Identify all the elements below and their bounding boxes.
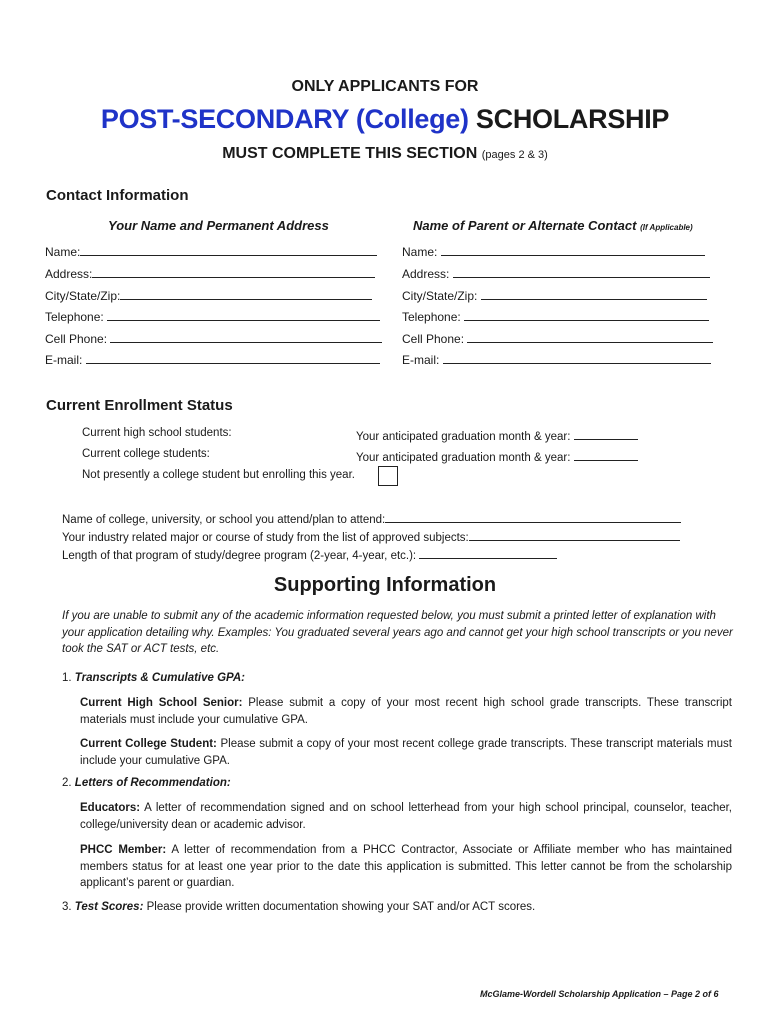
test-scores-text: Please provide written documentation showing your SAT and/or ACT scores. xyxy=(146,901,536,913)
cell-line[interactable] xyxy=(467,330,713,343)
grad-line[interactable] xyxy=(574,448,638,461)
item-transcripts xyxy=(62,672,245,684)
phcc-paragraph xyxy=(80,842,732,892)
educators-text: A letter of recommendation signed and on school letterhead from your high school principal, counselor, teacher, college/university dean or academic advisor. xyxy=(80,802,732,831)
if-applicable-note: (If Applicable) xyxy=(640,223,693,232)
school-field[interactable] xyxy=(62,510,681,526)
city-line[interactable] xyxy=(481,287,707,300)
field-label: E-mail: xyxy=(402,353,440,367)
item-number: 1. xyxy=(62,672,72,684)
field-label: Address: xyxy=(402,267,450,281)
applicant-cell-field[interactable] xyxy=(45,330,382,346)
college-student-text: Please submit a copy of your most recent college grade transcripts. These transcript materials must include your cumulative GPA. xyxy=(80,738,732,767)
hs-senior-text: Please submit a copy of your most recent high school grade transcripts. These transcript materials must include your cumulative GPA. xyxy=(80,697,732,726)
parent-city-field[interactable] xyxy=(402,287,707,303)
applicant-email-field[interactable] xyxy=(45,351,380,367)
applicant-city-field[interactable] xyxy=(45,287,372,303)
pages-note: (pages 2 & 3) xyxy=(481,149,548,161)
educators-label: Educators: xyxy=(80,802,141,814)
length-line[interactable] xyxy=(419,546,557,559)
parent-email-field[interactable] xyxy=(402,351,711,367)
school-line[interactable] xyxy=(385,510,681,523)
page-title xyxy=(0,104,770,135)
field-label: E-mail: xyxy=(45,353,83,367)
parent-contact-heading xyxy=(413,218,693,233)
item-title: Transcripts & Cumulative GPA: xyxy=(74,672,245,684)
city-line[interactable] xyxy=(120,287,372,300)
header-only-applicants: ONLY APPLICANTS FOR xyxy=(291,78,479,95)
title-scholarship: SCHOLARSHIP xyxy=(475,104,670,134)
applicant-telephone-field[interactable] xyxy=(45,308,380,324)
phcc-label: PHCC Member: xyxy=(80,844,167,856)
college-grad-field[interactable] xyxy=(356,448,638,464)
name-line[interactable] xyxy=(80,243,377,256)
your-name-heading: Your Name and Permanent Address xyxy=(108,218,329,233)
grad-line[interactable] xyxy=(574,427,638,440)
supporting-intro: If you are unable to submit any of the academic information requested below, you must submit a printed letter of explanation with your application detailing why. Examples: You graduated several years ago and cannot get your high school transcripts or you never took the SAT or ACT tests, etc. xyxy=(62,610,733,655)
parent-name-field[interactable] xyxy=(402,243,705,259)
hs-grad-field[interactable] xyxy=(356,427,638,443)
address-line[interactable] xyxy=(453,265,710,278)
hs-senior-label: Current High School Senior: xyxy=(80,697,243,709)
field-label: City/State/Zip: xyxy=(45,289,121,303)
header-must-complete xyxy=(0,145,770,163)
college-students-label: Current college students: xyxy=(82,448,210,460)
item-title: Letters of Recommendation: xyxy=(74,777,231,789)
contact-info-heading: Contact Information xyxy=(46,187,189,204)
phcc-text: A letter of recommendation from a PHCC Contractor, Associate or Affiliate member who has maintained members status for at least one year prior to the date this application is submitted. This letter cannot be from the scholarship applicant’s parent or guardian. xyxy=(80,844,732,889)
major-line[interactable] xyxy=(469,528,680,541)
title-post-secondary: POST-SECONDARY (College) xyxy=(100,104,469,134)
field-label: Address: xyxy=(45,267,93,281)
item-title: Test Scores: xyxy=(74,901,144,913)
field-label: City/State/Zip: xyxy=(402,289,478,303)
field-label: Cell Phone: xyxy=(402,332,465,346)
grad-label: Your anticipated graduation month & year: xyxy=(356,452,571,464)
hs-senior-paragraph xyxy=(80,695,732,728)
college-student-paragraph xyxy=(80,736,732,769)
field-label: Telephone: xyxy=(45,310,104,324)
must-complete-text: MUST COMPLETE THIS SECTION xyxy=(222,145,478,162)
parent-contact-heading-text: Name of Parent or Alternate Contact xyxy=(413,218,637,233)
parent-address-field[interactable] xyxy=(402,265,710,281)
major-field[interactable] xyxy=(62,528,680,544)
enrollment-heading: Current Enrollment Status xyxy=(46,397,233,414)
cell-line[interactable] xyxy=(110,330,382,343)
educators-paragraph xyxy=(80,800,732,833)
length-label: Length of that program of study/degree program (2-year, 4-year, etc.): xyxy=(62,550,417,562)
field-label: Cell Phone: xyxy=(45,332,108,346)
college-student-label: Current College Student: xyxy=(80,738,217,750)
field-label: Telephone: xyxy=(402,310,461,324)
address-line[interactable] xyxy=(92,265,375,278)
applicant-name-field[interactable] xyxy=(45,243,377,259)
item-recommendation xyxy=(62,777,231,789)
email-line[interactable] xyxy=(443,351,711,364)
parent-cell-field[interactable] xyxy=(402,330,713,346)
supporting-info-heading: Supporting Information xyxy=(273,574,497,596)
grad-label: Your anticipated graduation month & year: xyxy=(356,431,571,443)
school-label: Name of college, university, or school you attend/plan to attend: xyxy=(62,514,386,526)
hs-students-label: Current high school students: xyxy=(82,427,232,439)
field-label: Name: xyxy=(402,245,438,259)
enrolling-checkbox[interactable] xyxy=(378,466,398,486)
parent-telephone-field[interactable] xyxy=(402,308,709,324)
major-label: Your industry related major or course of study from the list of approved subjects: xyxy=(62,532,469,544)
applicant-address-field[interactable] xyxy=(45,265,375,281)
item-number: 3. xyxy=(62,901,72,913)
telephone-line[interactable] xyxy=(107,308,380,321)
name-line[interactable] xyxy=(441,243,705,256)
page-footer: McGlame-Wordell Scholarship Application – Page 2 of 6 xyxy=(480,989,719,999)
field-label: Name: xyxy=(45,245,81,259)
length-field[interactable] xyxy=(62,546,557,562)
item-test-scores xyxy=(62,901,535,913)
not-present-label: Not presently a college student but enrolling this year. xyxy=(82,469,355,481)
item-number: 2. xyxy=(62,777,72,789)
telephone-line[interactable] xyxy=(464,308,709,321)
email-line[interactable] xyxy=(86,351,380,364)
